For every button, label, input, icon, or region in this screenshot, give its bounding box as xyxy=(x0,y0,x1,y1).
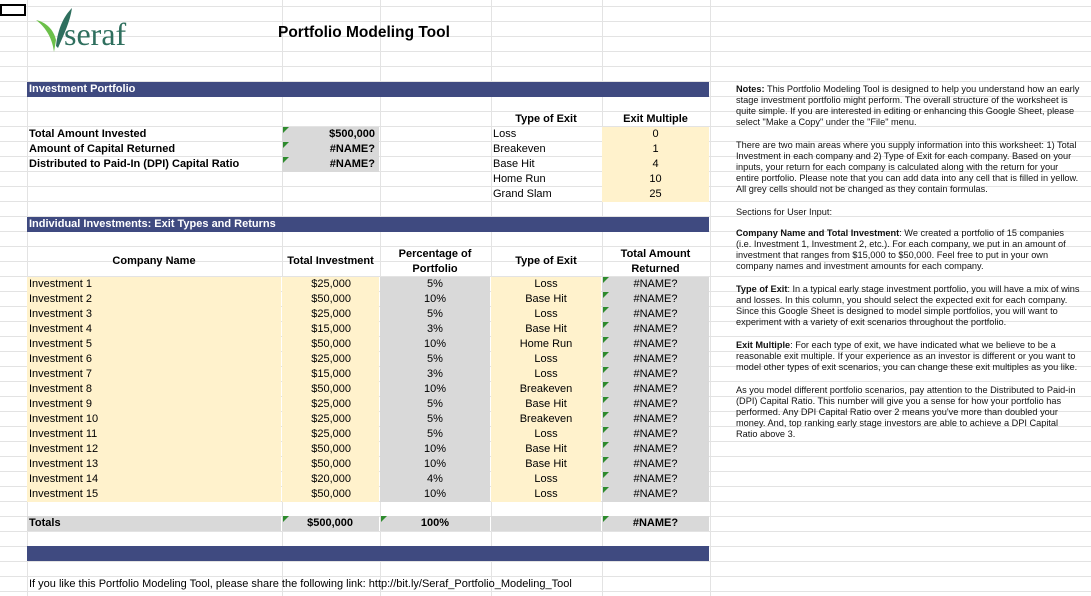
notes-company: Company Name and Total Investment: We created a portfolio of 15 companies (i.e. Investment 1, Investment 2, etc.). For each company, we put in an amount of investment that ranges from $15,000 to $50,000. Feel free to put in your own company names and investment amounts for each company. xyxy=(736,228,1066,271)
investment-amount-input[interactable]: $15,000 xyxy=(282,367,379,382)
totals-amount[interactable]: $500,000 xyxy=(282,516,379,531)
totals-exit-empty[interactable] xyxy=(491,516,601,531)
portfolio-pct[interactable]: 5% xyxy=(380,277,490,292)
summary-value[interactable]: #NAME? xyxy=(282,142,379,157)
exit-type-select[interactable]: Base Hit xyxy=(491,397,601,412)
investment-amount-input[interactable]: $50,000 xyxy=(282,457,379,472)
company-name-input[interactable]: Investment 8 xyxy=(27,382,281,397)
company-name-input[interactable]: Investment 15 xyxy=(27,487,281,502)
summary-value[interactable]: $500,000 xyxy=(282,127,379,142)
company-name-input[interactable]: Investment 7 xyxy=(27,367,281,382)
portfolio-pct[interactable]: 5% xyxy=(380,307,490,322)
formula-indicator xyxy=(283,127,289,133)
totals-pct[interactable]: 100% xyxy=(380,516,490,531)
formula-indicator xyxy=(603,472,609,478)
formula-indicator xyxy=(283,516,289,522)
investment-amount-input[interactable]: $50,000 xyxy=(282,487,379,502)
exit-type-select[interactable]: Loss xyxy=(491,352,601,367)
col-header-pct-1: Percentage of xyxy=(398,248,472,260)
formula-indicator xyxy=(603,277,609,283)
company-name-input[interactable]: Investment 4 xyxy=(27,322,281,337)
exit-multiple-input[interactable]: 4 xyxy=(602,157,709,172)
exit-type-header: Type of Exit xyxy=(515,113,577,125)
amount-returned[interactable]: #NAME? xyxy=(602,292,709,307)
amount-returned[interactable]: #NAME? xyxy=(602,472,709,487)
company-name-input[interactable]: Investment 11 xyxy=(27,427,281,442)
portfolio-pct[interactable]: 10% xyxy=(380,457,490,472)
exit-type-select[interactable]: Loss xyxy=(491,472,601,487)
investment-amount-input[interactable]: $25,000 xyxy=(282,352,379,367)
totals-returned[interactable]: #NAME? xyxy=(602,516,709,531)
exit-type-select[interactable]: Base Hit xyxy=(491,292,601,307)
amount-returned[interactable]: #NAME? xyxy=(602,352,709,367)
notes-multiple: Exit Multiple: For each type of exit, we have indicated what we believe to be a reasonable exit multiple. If your experience as an investor is different or you want to model other types of exit scenarios, you can change these exit multiples as you like. xyxy=(736,340,1078,372)
notes-panel xyxy=(736,84,1081,448)
company-name-input[interactable]: Investment 14 xyxy=(27,472,281,487)
exit-multiple-input[interactable]: 10 xyxy=(602,172,709,187)
company-name-input[interactable]: Investment 10 xyxy=(27,412,281,427)
totals-label[interactable]: Totals xyxy=(27,516,281,531)
formula-indicator xyxy=(603,352,609,358)
formula-indicator xyxy=(603,382,609,388)
formula-indicator xyxy=(603,397,609,403)
exit-multiple-header: Exit Multiple xyxy=(623,113,688,125)
summary-label: Total Amount Invested xyxy=(29,128,147,140)
company-name-input[interactable]: Investment 2 xyxy=(27,292,281,307)
formula-indicator xyxy=(283,157,289,163)
exit-multiple-input[interactable]: 1 xyxy=(602,142,709,157)
summary-label: Amount of Capital Returned xyxy=(29,143,176,155)
investment-amount-input[interactable]: $25,000 xyxy=(282,397,379,412)
investment-amount-input[interactable]: $20,000 xyxy=(282,472,379,487)
company-name-input[interactable]: Investment 1 xyxy=(27,277,281,292)
notes-areas: There are two main areas where you supply information into this worksheet: 1) Total Investment in each company and 2) Type of Exit for each company. Based on your inputs, your return for each company is calculated along with the return for your entire portfolio. Please note that you can add data into any cell that is filled in yellow. All grey cells should not be changed as they contain formulas. xyxy=(736,140,1079,194)
exit-type-select[interactable]: Breakeven xyxy=(491,382,601,397)
amount-returned[interactable]: #NAME? xyxy=(602,457,709,472)
exit-type-select[interactable]: Loss xyxy=(491,487,601,502)
brand-name: seraf xyxy=(64,16,127,52)
footer-note xyxy=(29,577,709,592)
exit-type-label: Home Run xyxy=(493,173,546,185)
formula-indicator xyxy=(603,457,609,463)
exit-type-select[interactable]: Breakeven xyxy=(491,412,601,427)
exit-type-select[interactable]: Loss xyxy=(491,427,601,442)
investment-amount-input[interactable]: $50,000 xyxy=(282,337,379,352)
amount-returned[interactable]: #NAME? xyxy=(602,307,709,322)
formula-indicator xyxy=(283,142,289,148)
seraf-logo xyxy=(34,6,154,56)
footer-band xyxy=(27,546,709,561)
company-name-input[interactable]: Investment 9 xyxy=(27,397,281,412)
amount-returned[interactable]: #NAME? xyxy=(602,277,709,292)
company-name-input[interactable]: Investment 3 xyxy=(27,307,281,322)
notes-exit: Type of Exit: In a typical early stage investment portfolio, you will have a mix of wins and losses. In this column, you should select the expected exit for each company. Since this Google Sheet is designed to model simple portfolios, you will want to experiment with a variety of exit scenarios throughout the portfolio. xyxy=(736,284,1080,327)
investment-amount-input[interactable]: $25,000 xyxy=(282,307,379,322)
company-name-input[interactable]: Investment 13 xyxy=(27,457,281,472)
col-header-returned-1: Total Amount xyxy=(620,248,691,260)
col-header-returned-2: Returned xyxy=(631,263,680,275)
col-header-exit: Type of Exit xyxy=(515,255,577,267)
portfolio-pct[interactable]: 4% xyxy=(380,472,490,487)
page-title: Portfolio Modeling Tool xyxy=(278,24,450,41)
col-header-company: Company Name xyxy=(112,255,196,267)
exit-type-label: Loss xyxy=(493,128,517,140)
investment-amount-input[interactable]: $25,000 xyxy=(282,412,379,427)
col-header-total: Total Investment xyxy=(287,255,374,267)
company-name-input[interactable]: Investment 12 xyxy=(27,442,281,457)
portfolio-pct[interactable]: 10% xyxy=(380,442,490,457)
formula-indicator xyxy=(603,367,609,373)
exit-multiple-input[interactable]: 25 xyxy=(602,187,709,202)
portfolio-pct[interactable]: 3% xyxy=(380,367,490,382)
formula-indicator xyxy=(603,322,609,328)
exit-type-select[interactable]: Base Hit xyxy=(491,322,601,337)
portfolio-pct[interactable]: 5% xyxy=(380,427,490,442)
company-name-input[interactable]: Investment 5 xyxy=(27,337,281,352)
amount-returned[interactable]: #NAME? xyxy=(602,322,709,337)
exit-type-label: Breakeven xyxy=(493,143,546,155)
exit-type-select[interactable]: Loss xyxy=(491,277,601,292)
investment-amount-input[interactable]: $15,000 xyxy=(282,322,379,337)
portfolio-pct[interactable]: 10% xyxy=(380,487,490,502)
amount-returned[interactable]: #NAME? xyxy=(602,382,709,397)
notes-sections: Sections for User Input: xyxy=(736,207,833,217)
notes-intro: Notes: This Portfolio Modeling Tool is designed to help you understand how an early stage investment portfolio might perform. The overall structure of the worksheet is quite simple. If you are interested in editing or enhancing this Google Sheet, please select "Make a Copy" under the "File" menu. xyxy=(736,84,1080,127)
amount-returned[interactable]: #NAME? xyxy=(602,337,709,352)
cell-cursor[interactable] xyxy=(0,4,26,16)
exit-type-select[interactable]: Home Run xyxy=(491,337,601,352)
exit-type-select[interactable]: Loss xyxy=(491,367,601,382)
exit-multiple-input[interactable]: 0 xyxy=(602,127,709,142)
share-link[interactable]: http://bit.ly/Seraf_Portfolio_Modeling_Tool xyxy=(368,578,572,590)
exit-type-select[interactable]: Loss xyxy=(491,307,601,322)
notes-dpi: As you model different portfolio scenarios, pay attention to the Distributed to Paid-in (DPI) Capital Ratio. This number will give you a sense for how your portfolio has performed. Any DPI Capital Ratio over 2 means you've more than doubled your money. And, top ranking early stage investors are able to achieve a DPI Capital Ratio above 3. xyxy=(736,385,1076,439)
formula-indicator xyxy=(381,516,387,522)
amount-returned[interactable]: #NAME? xyxy=(602,442,709,457)
formula-indicator xyxy=(603,442,609,448)
summary-value[interactable]: #NAME? xyxy=(282,157,379,172)
investment-amount-input[interactable]: $25,000 xyxy=(282,277,379,292)
footer-text: If you like this Portfolio Modeling Tool, please share the following link: xyxy=(29,578,366,590)
amount-returned[interactable]: #NAME? xyxy=(602,367,709,382)
formula-indicator xyxy=(603,337,609,343)
formula-indicator xyxy=(603,292,609,298)
investment-amount-input[interactable]: $25,000 xyxy=(282,427,379,442)
investment-amount-input[interactable]: $50,000 xyxy=(282,442,379,457)
amount-returned[interactable]: #NAME? xyxy=(602,427,709,442)
investment-amount-input[interactable]: $50,000 xyxy=(282,382,379,397)
portfolio-pct[interactable]: 10% xyxy=(380,382,490,397)
formula-indicator xyxy=(603,412,609,418)
portfolio-pct[interactable]: 10% xyxy=(380,337,490,352)
exit-type-label: Base Hit xyxy=(493,158,535,170)
summary-label: Distributed to Paid-In (DPI) Capital Ratio xyxy=(29,158,240,170)
portfolio-pct[interactable]: 3% xyxy=(380,322,490,337)
exit-type-select[interactable]: Base Hit xyxy=(491,442,601,457)
portfolio-pct[interactable]: 5% xyxy=(380,397,490,412)
section-header-portfolio: Investment Portfolio xyxy=(27,82,709,97)
section-header-individual: Individual Investments: Exit Types and Returns xyxy=(27,217,709,232)
company-name-input[interactable]: Investment 6 xyxy=(27,352,281,367)
col-header-pct-2: Portfolio xyxy=(412,263,458,275)
amount-returned[interactable]: #NAME? xyxy=(602,412,709,427)
portfolio-pct[interactable]: 10% xyxy=(380,292,490,307)
portfolio-pct[interactable]: 5% xyxy=(380,352,490,367)
exit-type-select[interactable]: Base Hit xyxy=(491,457,601,472)
formula-indicator xyxy=(603,487,609,493)
investment-amount-input[interactable]: $50,000 xyxy=(282,292,379,307)
formula-indicator xyxy=(603,307,609,313)
formula-indicator xyxy=(603,427,609,433)
exit-type-label: Grand Slam xyxy=(493,188,552,200)
amount-returned[interactable]: #NAME? xyxy=(602,397,709,412)
formula-indicator xyxy=(603,516,609,522)
amount-returned[interactable]: #NAME? xyxy=(602,487,709,502)
portfolio-pct[interactable]: 5% xyxy=(380,412,490,427)
